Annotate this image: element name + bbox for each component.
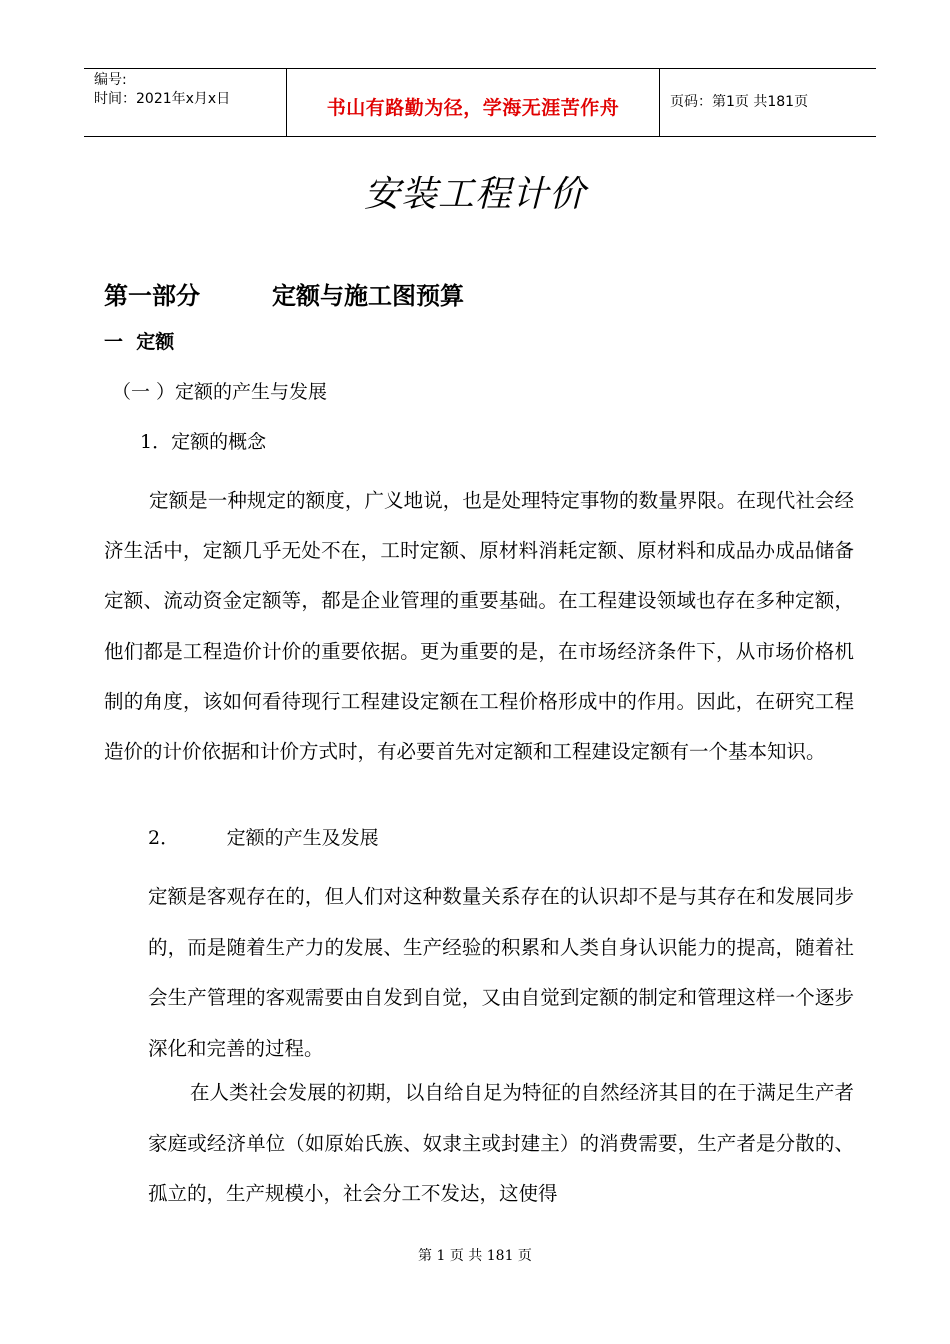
time-label: 时间：2021年x月x日 (94, 91, 231, 107)
item-heading-1: 1．定额的概念 (140, 431, 267, 453)
document-title: 安装工程计价 (363, 174, 586, 215)
paragraph-3: 在人类社会发展的初期，以自给自足为特征的自然经济其目的在于满足生产者家庭或经济单位（如原始氏族、奴隶主或封建主）的消费需要，生产者是分散的、孤立的，生产规模小，社会分工不发达，这使得 (148, 1081, 854, 1205)
header-middle-cell (286, 69, 660, 136)
section-heading: 一 定额 (104, 331, 175, 353)
item-heading-2: 2． 定额的产生及发展 (148, 827, 379, 849)
header-right-cell (660, 69, 876, 136)
motto: 书山有路勤为径，学海无涯苦作舟 (326, 97, 620, 119)
page-info: 页码：第1页 共181页 (670, 94, 809, 110)
page-footer: 第 1 页 共 181 页 (418, 1248, 532, 1264)
subsection-heading: （一 ）定额的产生与发展 (112, 381, 328, 403)
header-table (84, 68, 876, 137)
part-heading: 第一部分 定额与施工图预算 (104, 282, 464, 310)
header-left-cell (84, 69, 286, 136)
number-label: 编号: (94, 72, 127, 88)
paragraph-1: 定额是一种规定的额度，广义地说，也是处理特定事物的数量界限。在现代社会经济生活中，定额几乎无处不在，工时定额、原材料消耗定额、原材料和成品办成品储备定额、流动资金定额等，都是企业管理的重要基础。在工程建设领域也存在多种定额，他们都是工程造价计价的重要依据。更为重要的是，在市场经济条件下，从市场价格机制的角度，该如何看待现行工程建设定额在工程价格形成中的作用。因此，在研究工程造价的计价依据和计价方式时，有必要首先对定额和工程建设定额有一个基本知识。 (104, 489, 854, 764)
paragraph-2: 定额是客观存在的，但人们对这种数量关系存在的认识却不是与其存在和发展同步的，而是随着生产力的发展、生产经验的积累和人类自身认识能力的提高，随着社会生产管理的客观需要由自发到自觉，又由自觉到定额的制定和管理这样一个逐步深化和完善的过程。 (148, 885, 854, 1060)
